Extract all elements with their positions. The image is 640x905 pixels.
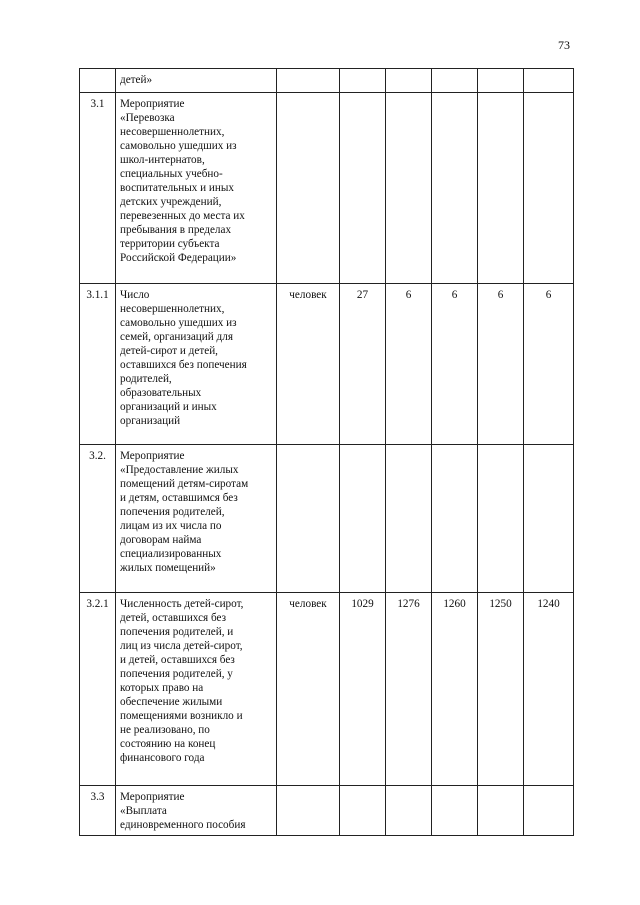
row-number: 3.1.1: [80, 284, 116, 445]
value-cell: 1276: [386, 593, 432, 786]
value-cell: [478, 69, 524, 93]
indicators-table: [79, 68, 574, 836]
row-description: [116, 786, 277, 836]
value-cell: 6: [386, 284, 432, 445]
row-number: 3.2.: [80, 445, 116, 593]
value-cell: [386, 445, 432, 593]
value-cell: 6: [524, 284, 574, 445]
value-cell: [524, 93, 574, 284]
value-cell: [340, 69, 386, 93]
value-cell: [386, 93, 432, 284]
value-cell: 1250: [478, 593, 524, 786]
description-text: Мероприятие «Предоставление жилых помещений детям-сиротам и детям, оставшимся без попечения родителей, лицам из их числа по договорам найма специализированных жилых помещений»: [120, 450, 249, 574]
value-cell: [432, 445, 478, 593]
value-cell: [386, 786, 432, 836]
description-text: Число несовершеннолетних, самовольно ушедших из семей, организаций для детей-сирот и детей, оставшихся без попечения родителей, образовательных организаций и иных организаций: [120, 289, 247, 427]
value-cell: 1260: [432, 593, 478, 786]
value-cell: [524, 445, 574, 593]
row-unit: [277, 445, 340, 593]
value-cell: [340, 786, 386, 836]
value-cell: [524, 69, 574, 93]
value-cell: [432, 786, 478, 836]
row-description: [116, 593, 277, 786]
value-cell: 27: [340, 284, 386, 445]
value-cell: [478, 93, 524, 284]
value-cell: [340, 93, 386, 284]
value-cell: 6: [432, 284, 478, 445]
value-cell: [478, 445, 524, 593]
row-number: 3.3: [80, 786, 116, 836]
value-cell: [524, 786, 574, 836]
row-unit: человек: [277, 593, 340, 786]
row-unit: человек: [277, 284, 340, 445]
value-cell: [432, 93, 478, 284]
row-number: [80, 69, 116, 93]
value-cell: [432, 69, 478, 93]
value-cell: 1029: [340, 593, 386, 786]
row-description: [116, 93, 277, 284]
description-text: Мероприятие «Выплата единовременного пособия: [120, 791, 246, 831]
table-row: [80, 786, 574, 836]
value-cell: [340, 445, 386, 593]
value-cell: [386, 69, 432, 93]
row-number: 3.1: [80, 93, 116, 284]
row-description: [116, 284, 277, 445]
value-cell: 1240: [524, 593, 574, 786]
row-unit: [277, 69, 340, 93]
table-row: [80, 284, 574, 445]
value-cell: 6: [478, 284, 524, 445]
value-cell: [478, 786, 524, 836]
row-number: 3.2.1: [80, 593, 116, 786]
table-row: [80, 593, 574, 786]
table-row: [80, 445, 574, 593]
description-text: Численность детей-сирот, детей, оставшихся без попечения родителей, и лиц из числа детей-сирот, и детей, оставшихся без попечения родителей, у которых право на обеспечение жилыми помещениями возникло и не реализовано, по состоянию на конец финансового года: [120, 598, 244, 764]
description-text: Мероприятие «Перевозка несовершеннолетних, самовольно ушедших из школ-интернатов, специальных учебно- воспитательных и иных детских учреждений, перевезенных до места их пребывания в пределах территории субъекта Российской Федерации»: [120, 98, 245, 264]
row-description: [116, 69, 277, 93]
page-number: 73: [558, 38, 570, 52]
table-row: [80, 69, 574, 93]
row-unit: [277, 93, 340, 284]
row-unit: [277, 786, 340, 836]
table-row: [80, 93, 574, 284]
description-text: детей»: [120, 74, 153, 86]
row-description: [116, 445, 277, 593]
